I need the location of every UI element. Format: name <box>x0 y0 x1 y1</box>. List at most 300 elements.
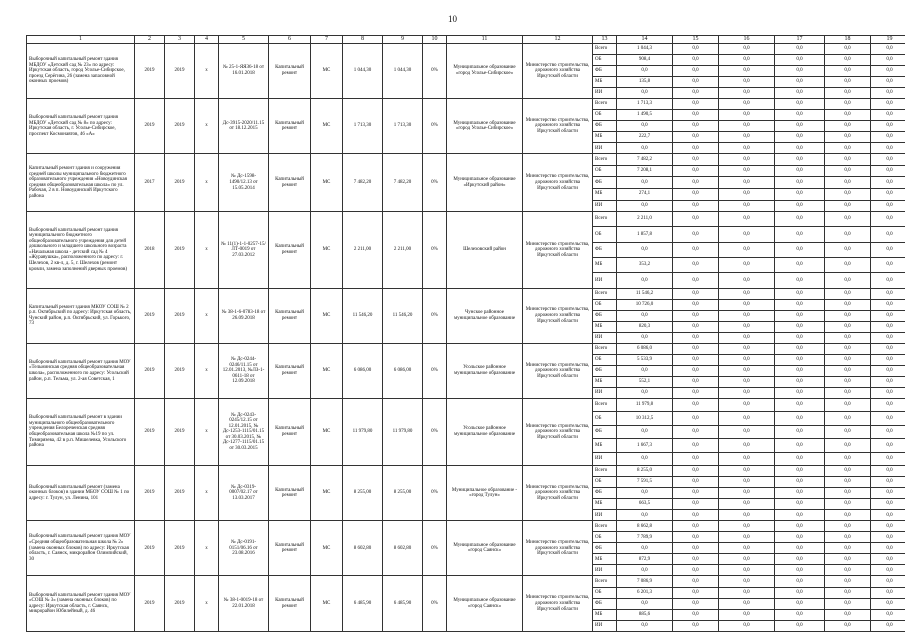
year-end: 2019 <box>165 576 195 632</box>
readiness-percent: 0% <box>423 466 447 521</box>
funding-value: 0,0 <box>673 242 719 257</box>
unit: МС <box>311 521 343 576</box>
unit: МС <box>311 99 343 154</box>
funding-value: 0,0 <box>871 200 905 212</box>
column-number: 18 <box>825 36 871 44</box>
funding-value: 0,0 <box>673 477 719 488</box>
funding-source: ИИ <box>593 273 617 288</box>
funding-source: МБ <box>593 188 617 200</box>
funding-value: 0,0 <box>871 273 905 288</box>
funding-value: 0,0 <box>825 227 871 242</box>
funding-value: 0,0 <box>871 258 905 273</box>
funding-value: 0,0 <box>871 576 905 587</box>
funding-value: 1 713,3 <box>617 99 673 110</box>
funding-value: 0,0 <box>775 398 825 411</box>
funding-value: 0,0 <box>673 55 719 66</box>
funding-value: 5 533,9 <box>617 354 673 365</box>
funding-value: 0,0 <box>617 488 673 499</box>
year-end: 2019 <box>165 343 195 398</box>
responsible-ministry: Министерство строительства, дорожного хозяйства Иркутской области <box>523 99 593 154</box>
funding-source: ИИ <box>593 510 617 521</box>
funding-source: ФБ <box>593 121 617 132</box>
funding-value: 908,4 <box>617 55 673 66</box>
work-type: Капитальный ремонт <box>269 398 311 465</box>
unit: МС <box>311 288 343 343</box>
funding-value: 0,0 <box>775 425 825 438</box>
funding-value: 0,0 <box>775 200 825 212</box>
funding-value: 0,0 <box>673 376 719 387</box>
funding-value: 0,0 <box>825 425 871 438</box>
funding-value: 0,0 <box>719 376 775 387</box>
funding-value: 0,0 <box>673 332 719 343</box>
responsible-ministry: Министерство строительства, дорожного хозяйства Иркутской области <box>523 466 593 521</box>
funding-value: 0,0 <box>719 425 775 438</box>
unit: МС <box>311 44 343 99</box>
project-name: Выборочный капитальный ремонт в здании муниципального общеобразовательного учреждения Белореченская средняя общеобразовательная школа №19 по ул. Тимирязева, 42 в р.п. Мишелевка, Усольского района <box>27 398 135 465</box>
mark: х <box>195 212 219 289</box>
funding-value: 1 857,8 <box>617 227 673 242</box>
readiness-percent: 0% <box>423 521 447 576</box>
readiness-percent: 0% <box>423 154 447 212</box>
funding-value: 0,0 <box>871 477 905 488</box>
funding-value: 0,0 <box>617 88 673 99</box>
funding-value: 0,0 <box>673 576 719 587</box>
funding-source: ОБ <box>593 532 617 543</box>
funding-value: 0,0 <box>825 343 871 354</box>
funding-value: 0,0 <box>673 321 719 332</box>
unit: МС <box>311 466 343 521</box>
funding-value: 0,0 <box>673 412 719 425</box>
funding-value: 0,0 <box>825 200 871 212</box>
funding-value: 0,0 <box>825 321 871 332</box>
column-number: 7 <box>311 36 343 44</box>
funding-value: 0,0 <box>719 587 775 598</box>
funding-value: 0,0 <box>775 332 825 343</box>
funding-value: 0,0 <box>775 258 825 273</box>
funding-value: 0,0 <box>871 365 905 376</box>
funding-source: МБ <box>593 77 617 88</box>
funding-value: 0,0 <box>775 143 825 154</box>
readiness-percent: 0% <box>423 288 447 343</box>
funding-value: 0,0 <box>673 188 719 200</box>
estimated-cost: 1 044,30 <box>343 44 383 99</box>
funding-source: Всего <box>593 466 617 477</box>
funding-value: 0,0 <box>775 77 825 88</box>
funding-value: 0,0 <box>871 452 905 465</box>
funding-value: 0,0 <box>673 521 719 532</box>
funding-value: 0,0 <box>719 543 775 554</box>
project-name: Капитальный ремонт здания МКОУ СОШ № 2 р.п. Октябрьский по адресу: Иркутская область, Чунский район, р.п. Октябрьский, ул. Горького, 73 <box>27 288 135 343</box>
funding-value: 0,0 <box>673 499 719 510</box>
funding-value: 0,0 <box>775 587 825 598</box>
funding-value: 0,0 <box>673 121 719 132</box>
funding-value: 0,0 <box>775 521 825 532</box>
funding-source: Всего <box>593 343 617 354</box>
year-end: 2019 <box>165 521 195 576</box>
municipal-customer: Муниципальное образование «Иркутский район» <box>447 154 523 212</box>
funding-value: 0,0 <box>775 44 825 55</box>
program-table <box>26 35 905 632</box>
funding-source: Всего <box>593 288 617 299</box>
readiness-percent: 0% <box>423 212 447 289</box>
funding-value: 0,0 <box>719 477 775 488</box>
estimated-cost: 2 211,00 <box>343 212 383 289</box>
funding-value: 0,0 <box>719 88 775 99</box>
funding-value: 0,0 <box>775 242 825 257</box>
funding-value: 0,0 <box>617 143 673 154</box>
funding-value: 0,0 <box>825 258 871 273</box>
funding-value: 0,0 <box>673 452 719 465</box>
year-start: 2019 <box>135 398 165 465</box>
funding-value: 1 667,3 <box>617 439 673 452</box>
funding-value: 222,7 <box>617 132 673 143</box>
column-number: 10 <box>423 36 447 44</box>
funding-value: 0,0 <box>825 488 871 499</box>
funding-value: 0,0 <box>673 165 719 177</box>
funding-value: 0,0 <box>871 609 905 620</box>
funding-value: 0,0 <box>871 398 905 411</box>
funding-value: 0,0 <box>775 477 825 488</box>
funding-value: 0,0 <box>719 299 775 310</box>
page-number: 10 <box>448 14 457 24</box>
funding-value: 0,0 <box>871 143 905 154</box>
funding-value: 0,0 <box>825 273 871 288</box>
responsible-ministry: Министерство строительства, дорожного хозяйства Иркутской области <box>523 212 593 289</box>
table-row <box>27 343 905 354</box>
funding-value: 0,0 <box>617 452 673 465</box>
work-type: Капитальный ремонт <box>269 343 311 398</box>
funding-value: 0,0 <box>775 66 825 77</box>
funding-value: 0,0 <box>719 242 775 257</box>
project-name: Выборочный капитальный ремонт (замена оконных блоков) в здании МБОУ СОШ № 1 по адресу: г. Тулун, ул. Ленина, 101 <box>27 466 135 521</box>
funding-value: 0,0 <box>673 99 719 110</box>
funding-value: 0,0 <box>775 273 825 288</box>
header-row <box>27 36 905 44</box>
expertise-document: № 11(1)-1-1-0257-15/ЛТ-0019 от 27.03.2012 <box>219 212 269 289</box>
funding-value: 0,0 <box>719 227 775 242</box>
responsible-ministry: Министерство строительства, дорожного хозяйства Иркутской области <box>523 154 593 212</box>
expertise-document: № Дс-0243-0245/12.15 от 12.01.2015, № Дс-1253-1115/01.15 от 30.03.2015, № Дс-1277-1115/01.15 от 30.03.2015 <box>219 398 269 465</box>
table-row <box>27 466 905 477</box>
funding-value: 0,0 <box>871 154 905 166</box>
funding-value: 0,0 <box>673 466 719 477</box>
expertise-document: Дс-3915-2020/11.15 от 18.12.2015 <box>219 99 269 154</box>
funding-value: 0,0 <box>775 299 825 310</box>
funding-source: ФБ <box>593 488 617 499</box>
funding-value: 0,0 <box>775 576 825 587</box>
funding-value: 0,0 <box>871 227 905 242</box>
funding-source: ИИ <box>593 200 617 212</box>
funding-value: 353,2 <box>617 258 673 273</box>
funding-value: 0,0 <box>775 188 825 200</box>
funding-value: 0,0 <box>871 310 905 321</box>
table-row <box>27 99 905 110</box>
funding-source: ОБ <box>593 587 617 598</box>
funding-value: 0,0 <box>673 510 719 521</box>
year-start: 2019 <box>135 521 165 576</box>
funding-value: 0,0 <box>673 365 719 376</box>
funding-source: ОБ <box>593 412 617 425</box>
funding-value: 0,0 <box>825 466 871 477</box>
funding-value: 0,0 <box>673 343 719 354</box>
year-start: 2019 <box>135 576 165 632</box>
funding-value: 6 086,0 <box>617 343 673 354</box>
work-type: Капитальный ремонт <box>269 44 311 99</box>
funding-value: 0,0 <box>719 99 775 110</box>
estimated-cost: 11 546,20 <box>343 288 383 343</box>
funding-value: 0,0 <box>719 565 775 576</box>
funding-source: ФБ <box>593 310 617 321</box>
year-start: 2018 <box>135 212 165 289</box>
funding-source: ИИ <box>593 88 617 99</box>
funding-value: 0,0 <box>673 273 719 288</box>
estimated-cost: 7 482,20 <box>343 154 383 212</box>
table-row <box>27 576 905 587</box>
funding-value: 0,0 <box>871 521 905 532</box>
funding-value: 0,0 <box>825 66 871 77</box>
funding-value: 0,0 <box>871 299 905 310</box>
remaining-cost: 11 979,80 <box>383 398 423 465</box>
table-row <box>27 154 905 166</box>
column-number: 19 <box>871 36 905 44</box>
funding-value: 0,0 <box>719 110 775 121</box>
funding-value: 0,0 <box>673 488 719 499</box>
column-number: 4 <box>195 36 219 44</box>
funding-value: 0,0 <box>673 299 719 310</box>
column-number: 6 <box>269 36 311 44</box>
funding-value: 0,0 <box>719 354 775 365</box>
funding-value: 0,0 <box>871 188 905 200</box>
funding-value: 0,0 <box>775 99 825 110</box>
funding-value: 11 546,2 <box>617 288 673 299</box>
unit: МС <box>311 343 343 398</box>
funding-value: 0,0 <box>719 77 775 88</box>
unit: МС <box>311 398 343 465</box>
funding-value: 0,0 <box>719 55 775 66</box>
responsible-ministry: Министерство строительства, дорожного хозяйства Иркутской области <box>523 343 593 398</box>
funding-value: 10 312,5 <box>617 412 673 425</box>
funding-value: 0,0 <box>775 365 825 376</box>
funding-value: 274,1 <box>617 188 673 200</box>
funding-value: 7 789,9 <box>617 532 673 543</box>
funding-value: 0,0 <box>825 55 871 66</box>
funding-value: 0,0 <box>871 177 905 189</box>
funding-source: ФБ <box>593 365 617 376</box>
responsible-ministry: Министерство строительства, дорожного хозяйства Иркутской области <box>523 576 593 632</box>
mark: х <box>195 154 219 212</box>
readiness-percent: 0% <box>423 44 447 99</box>
remaining-cost: 1 044,30 <box>383 44 423 99</box>
funding-value: 0,0 <box>673 154 719 166</box>
funding-value: 0,0 <box>775 288 825 299</box>
funding-value: 0,0 <box>825 332 871 343</box>
funding-value: 0,0 <box>617 425 673 438</box>
funding-value: 0,0 <box>775 110 825 121</box>
funding-value: 0,0 <box>825 398 871 411</box>
funding-value: 0,0 <box>871 88 905 99</box>
funding-source: МБ <box>593 499 617 510</box>
funding-value: 0,0 <box>871 99 905 110</box>
funding-value: 0,0 <box>719 273 775 288</box>
estimated-cost: 8 255,00 <box>343 466 383 521</box>
year-end: 2019 <box>165 154 195 212</box>
responsible-ministry: Министерство строительства, дорожного хозяйства Иркутской области <box>523 288 593 343</box>
funding-value: 0,0 <box>719 121 775 132</box>
column-number: 3 <box>165 36 195 44</box>
mark: х <box>195 44 219 99</box>
funding-value: 0,0 <box>775 343 825 354</box>
funding-value: 0,0 <box>775 488 825 499</box>
funding-value: 0,0 <box>617 200 673 212</box>
funding-value: 0,0 <box>825 310 871 321</box>
column-number: 13 <box>593 36 617 44</box>
work-type: Капитальный ремонт <box>269 521 311 576</box>
funding-value: 0,0 <box>673 620 719 631</box>
funding-value: 0,0 <box>617 121 673 132</box>
funding-value: 0,0 <box>825 288 871 299</box>
funding-value: 0,0 <box>719 412 775 425</box>
funding-value: 0,0 <box>871 554 905 565</box>
funding-value: 0,0 <box>825 554 871 565</box>
funding-value: 0,0 <box>673 143 719 154</box>
funding-value: 0,0 <box>775 154 825 166</box>
funding-value: 0,0 <box>673 398 719 411</box>
funding-value: 0,0 <box>871 466 905 477</box>
funding-value: 0,0 <box>825 44 871 55</box>
funding-value: 820,3 <box>617 321 673 332</box>
funding-value: 0,0 <box>775 88 825 99</box>
funding-value: 0,0 <box>719 466 775 477</box>
estimated-cost: 6 086,00 <box>343 343 383 398</box>
funding-value: 0,0 <box>719 598 775 609</box>
funding-value: 0,0 <box>617 543 673 554</box>
funding-source: ФБ <box>593 425 617 438</box>
funding-value: 0,0 <box>617 598 673 609</box>
work-type: Капитальный ремонт <box>269 466 311 521</box>
funding-source: ИИ <box>593 452 617 465</box>
funding-value: 10 726,0 <box>617 299 673 310</box>
funding-value: 8 255,0 <box>617 466 673 477</box>
funding-value: 0,0 <box>719 200 775 212</box>
column-number: 5 <box>219 36 269 44</box>
funding-value: 0,0 <box>775 227 825 242</box>
readiness-percent: 0% <box>423 99 447 154</box>
funding-value: 0,0 <box>673 227 719 242</box>
funding-value: 1 044,3 <box>617 44 673 55</box>
column-number: 14 <box>617 36 673 44</box>
project-name: Выборочный капитальный ремонт здания МБДОУ «Детский сад № 23» по адресу: Иркутская область, город Усолье-Сибирское, проезд Серёгина, 26 (замена запасовной оконных проемов) <box>27 44 135 99</box>
funding-value: 0,0 <box>775 499 825 510</box>
funding-value: 0,0 <box>775 354 825 365</box>
column-number: 12 <box>523 36 593 44</box>
funding-source: ОБ <box>593 165 617 177</box>
funding-source: Всего <box>593 212 617 227</box>
funding-value: 0,0 <box>673 439 719 452</box>
funding-value: 0,0 <box>871 165 905 177</box>
expertise-document: № Дс-0191-0151/06.16 от 23.08.2016 <box>219 521 269 576</box>
funding-value: 0,0 <box>825 609 871 620</box>
municipal-customer: Муниципальное образование «город Саянск» <box>447 521 523 576</box>
funding-value: 0,0 <box>825 88 871 99</box>
funding-value: 0,0 <box>719 321 775 332</box>
unit: МС <box>311 212 343 289</box>
funding-value: 0,0 <box>825 242 871 257</box>
funding-value: 0,0 <box>673 587 719 598</box>
year-start: 2019 <box>135 44 165 99</box>
readiness-percent: 0% <box>423 576 447 632</box>
funding-value: 7 591,5 <box>617 477 673 488</box>
funding-source: Всего <box>593 576 617 587</box>
funding-value: 0,0 <box>825 212 871 227</box>
table-row <box>27 212 905 227</box>
funding-value: 0,0 <box>775 452 825 465</box>
funding-value: 0,0 <box>673 177 719 189</box>
funding-value: 0,0 <box>673 258 719 273</box>
mark: х <box>195 343 219 398</box>
funding-source: Всего <box>593 398 617 411</box>
funding-value: 0,0 <box>825 177 871 189</box>
funding-value: 0,0 <box>825 521 871 532</box>
funding-value: 0,0 <box>775 132 825 143</box>
funding-value: 0,0 <box>673 598 719 609</box>
funding-source: ОБ <box>593 477 617 488</box>
funding-value: 0,0 <box>871 510 905 521</box>
remaining-cost: 2 211,00 <box>383 212 423 289</box>
unit: МС <box>311 154 343 212</box>
funding-value: 0,0 <box>871 77 905 88</box>
funding-value: 0,0 <box>825 121 871 132</box>
project-name: Капитальный ремонт здания и сооружения средней школы муниципального бюджетного образовательного учреждения «Новоудинская средняя общеобразовательная школа» по ул. Рабочая, 2 в п. Новоудинский Иркутского района <box>27 154 135 212</box>
funding-source: ФБ <box>593 177 617 189</box>
funding-source: МБ <box>593 439 617 452</box>
table-row <box>27 288 905 299</box>
funding-value: 0,0 <box>719 177 775 189</box>
expertise-document: № 38-1-0019-18 от 22.01.2018 <box>219 576 269 632</box>
funding-value: 0,0 <box>617 620 673 631</box>
funding-value: 0,0 <box>871 110 905 121</box>
funding-value: 0,0 <box>673 609 719 620</box>
funding-value: 0,0 <box>825 77 871 88</box>
funding-value: 0,0 <box>871 354 905 365</box>
funding-value: 0,0 <box>719 620 775 631</box>
funding-value: 0,0 <box>871 343 905 354</box>
municipal-customer: Муниципальное образование «город Усолье-Сибирское» <box>447 44 523 99</box>
funding-value: 0,0 <box>719 188 775 200</box>
funding-value: 0,0 <box>719 154 775 166</box>
funding-value: 8 662,8 <box>617 521 673 532</box>
funding-value: 0,0 <box>871 620 905 631</box>
funding-value: 0,0 <box>673 212 719 227</box>
table-row <box>27 521 905 532</box>
funding-value: 0,0 <box>719 499 775 510</box>
funding-value: 0,0 <box>825 439 871 452</box>
funding-value: 0,0 <box>871 587 905 598</box>
funding-value: 0,0 <box>673 200 719 212</box>
funding-source: ФБ <box>593 66 617 77</box>
mark: х <box>195 99 219 154</box>
funding-value: 0,0 <box>719 66 775 77</box>
funding-value: 0,0 <box>825 576 871 587</box>
year-end: 2019 <box>165 212 195 289</box>
funding-value: 0,0 <box>775 121 825 132</box>
table-row <box>27 44 905 55</box>
funding-value: 7 208,1 <box>617 165 673 177</box>
funding-value: 0,0 <box>719 532 775 543</box>
funding-value: 0,0 <box>719 310 775 321</box>
mark: х <box>195 398 219 465</box>
funding-value: 0,0 <box>775 598 825 609</box>
funding-source: ОБ <box>593 110 617 121</box>
